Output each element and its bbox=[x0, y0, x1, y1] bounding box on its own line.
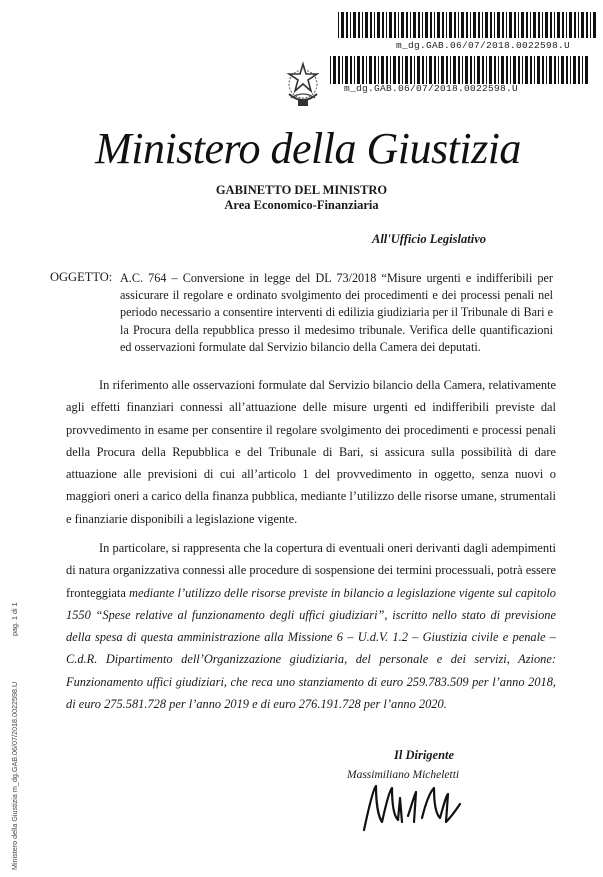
republic-emblem-icon bbox=[283, 60, 323, 108]
body-paragraph-2-italic: mediante l’utilizzo delle risorse previste in bilancio a legislazione vigente sul capitolo 1550 “Spese relative al funzionamento degli uffici giudiziari”, iscritto nello stato di previsione della spesa di questa amministrazione alla Missione 6 – U.d.V. 1.2 – Giustizia civile e penale – C.d.R. Dipartimento dell’Organizzazione giudiziaria, del personale e dei servizi, Azione: Funzionamento uffici giudiziari, che reca uno stanziamento di euro 259.783.509 per l’anno 2018, di euro 275.581.728 per l’anno 2019 e di euro 276.191.728 per l’anno 2020. bbox=[66, 585, 556, 712]
signer-name: Massimiliano Micheletti bbox=[347, 769, 460, 781]
ministry-logotype bbox=[95, 117, 521, 181]
body-paragraph-2-plain: In particolare, si rappresenta che la copertura di eventuali oneri derivanti dagli adempimenti di natura organizzativa connessi alle procedure di sospensione dei termini processuali, potrà essere fronteggiata bbox=[66, 541, 556, 600]
area-heading: Area Economico-Finanziaria bbox=[224, 198, 379, 212]
subject-label: OGGETTO: bbox=[50, 270, 113, 284]
margin-page-mark: pag. 1 di 1 bbox=[10, 602, 19, 636]
handwritten-signature bbox=[356, 782, 466, 834]
body-paragraph-1: In riferimento alle osservazioni formulate dal Servizio bilancio della Camera, relativamente agli effetti finanziari connessi all’attuazione delle misure urgenti ed indifferibili previste dal provvedimento in esame per consentire il regolare svolgimento dei procedimenti e processi penali della Procura della Repubblica e del Tribunale di Bari, si assicura sulla possibilità di dare attuazione alle previsioni di cui all’articolo 1 del provvedimento in oggetto, senza nuovi o maggiori oneri a carico della finanza pubblica, mediante l’utilizzo delle risorse umane, strumentali e finanziarie disponibili a legislazione vigente. bbox=[66, 378, 556, 526]
protocol-number-bottom: m_dg.GAB.06/07/2018.0022598.U bbox=[344, 83, 519, 94]
margin-footer-mark: Ministero della Giustizia m_dg.GAB.06/07/2018.0022598.U bbox=[10, 681, 19, 870]
barcode-bottom bbox=[330, 56, 587, 84]
office-heading: GABINETTO DEL MINISTRO bbox=[215, 183, 388, 197]
protocol-number-top: m_dg.GAB.06/07/2018.0022598.U bbox=[396, 40, 571, 51]
subject-text: A.C. 764 – Conversione in legge del DL 73/2018 “Misure urgenti e indifferibili per assicurare il regolare e ordinato svolgimento dei procedimenti e dei processi penali nel periodo necessario a consentire interventi di edilizia giudiziaria per il Tribunale di Bari e la Procura della repubblica presso il medesimo tribunale. Verifica delle quantificazioni ed osservazioni formulate dal Servizio bilancio della Camera dei deputati. bbox=[120, 271, 553, 354]
addressee: All'Ufficio Legislativo bbox=[372, 232, 486, 246]
ministry-name: Ministero della Giustizia bbox=[95, 124, 521, 173]
barcode-top bbox=[338, 12, 595, 38]
signer-title: Il Dirigente bbox=[394, 748, 455, 762]
body-paragraph-2 bbox=[66, 537, 556, 715]
